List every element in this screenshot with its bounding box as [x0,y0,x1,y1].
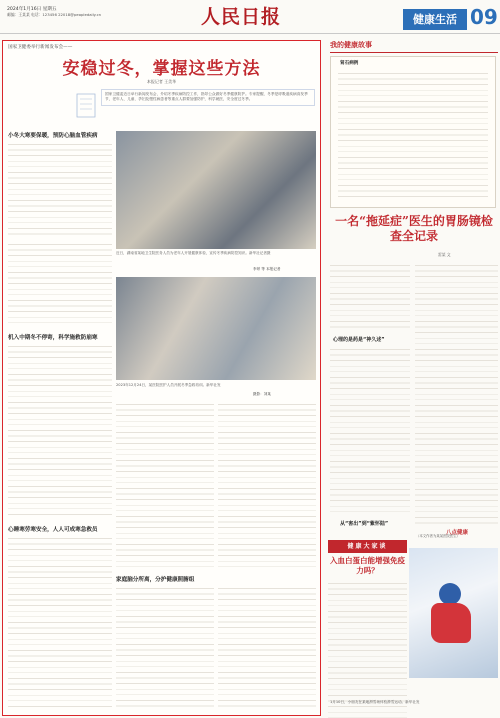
column-title: 入血白蛋白能增强免疫力吗？ [330,556,405,575]
header-rule [0,33,500,34]
subheading: 从“害出”到“紫怀陆” [340,521,389,527]
body-text-block [8,141,112,237]
body-text-block [330,346,410,516]
section-heading: 心睡寒劳寒安全，人人可成寒急救员 [8,527,98,533]
photo-credit: 摄影：刘某 [253,392,271,396]
body-text-block [218,401,316,569]
section-heading: 小冬大寒要保暖，预防心脑血管疾病 [8,133,98,139]
body-text-block [8,535,112,709]
contact-line: 邮编：王某某 电话：123456 22018@peopledaily.cn [7,12,102,17]
sidebar-body-text [338,70,488,200]
photo-health-checkup [116,131,316,249]
skier-suit [431,603,471,643]
body-text-block [8,343,112,518]
body-text-block [218,585,316,709]
page-header [0,0,500,36]
end-mark: 八点健康 [446,530,469,536]
section-heading: 家庭脑分所离，分护健康照腑组 [116,577,195,583]
photo-caption: 1月10日，小朋友在某地滑雪场体验滑雪运动。新华社发 [330,700,420,704]
story-kicker: 国家卫健委举行新闻发布会—— [8,45,73,50]
photo-child-skiing [409,548,498,678]
column-box [328,540,407,640]
body-text-block [330,262,410,332]
skier-helmet [439,583,461,605]
photo-credit: 李昂 等 本报记者 [253,267,281,271]
health-story-sidebar [330,40,498,210]
main-story [2,40,321,716]
edition-label: 健康生活 [403,9,467,30]
photo-first-aid-training [116,277,316,380]
body-text-block [116,401,214,569]
body-text-block [8,241,112,327]
sidebar-heading: 我的健康故事 [330,41,372,49]
story-title: 安稳过冬，掌握这些方法 [62,59,261,79]
sidebar-box-title: 肾石病例 [340,61,359,66]
column-label: 健康大家谈 [328,540,407,553]
page-number: 09 [470,5,498,29]
lead-ornament [75,89,97,119]
author-note: （本文作者为某某医院医生） [416,534,461,538]
section-heading: 机入中期冬不停寄，科学施救防崩寒 [8,335,98,341]
doctor-story-title: 一名“拖延症”医生的胃肠镜检查全记录 [335,214,493,243]
body-text-block [415,262,498,524]
story-byline: 本报记者 王美华 [146,79,177,84]
doctor-story-byline: 雷某 文 [438,252,451,257]
photo-caption: 2023年12月24日，某医院医护人员开展冬季急救培训。新华社发 [116,383,221,387]
story-lead: 国家卫健委近日举行新闻发布会，介绍冬季疾病防控工作，指导公众做好冬季健康防护。专家提醒，冬季是呼吸道疾病高发季节，老年人、儿童、孕妇及慢性病患者等重点人群要加强防护，科学就医，安全度过冬季。 [101,89,315,106]
masthead: 人民日报 [201,6,282,28]
column-body [328,580,407,718]
date-line: 2024年1月16日 星期五 [7,7,57,12]
photo-caption: 近日，湖南省某地卫生院医务人员为老年人开展健康体检，宣传冬季疾病防控知识。新华社记者摄 [116,251,271,255]
sidebar-rule [330,52,498,53]
body-text-block [116,585,214,709]
subheading: 心理的是药是“神久述” [333,337,385,343]
